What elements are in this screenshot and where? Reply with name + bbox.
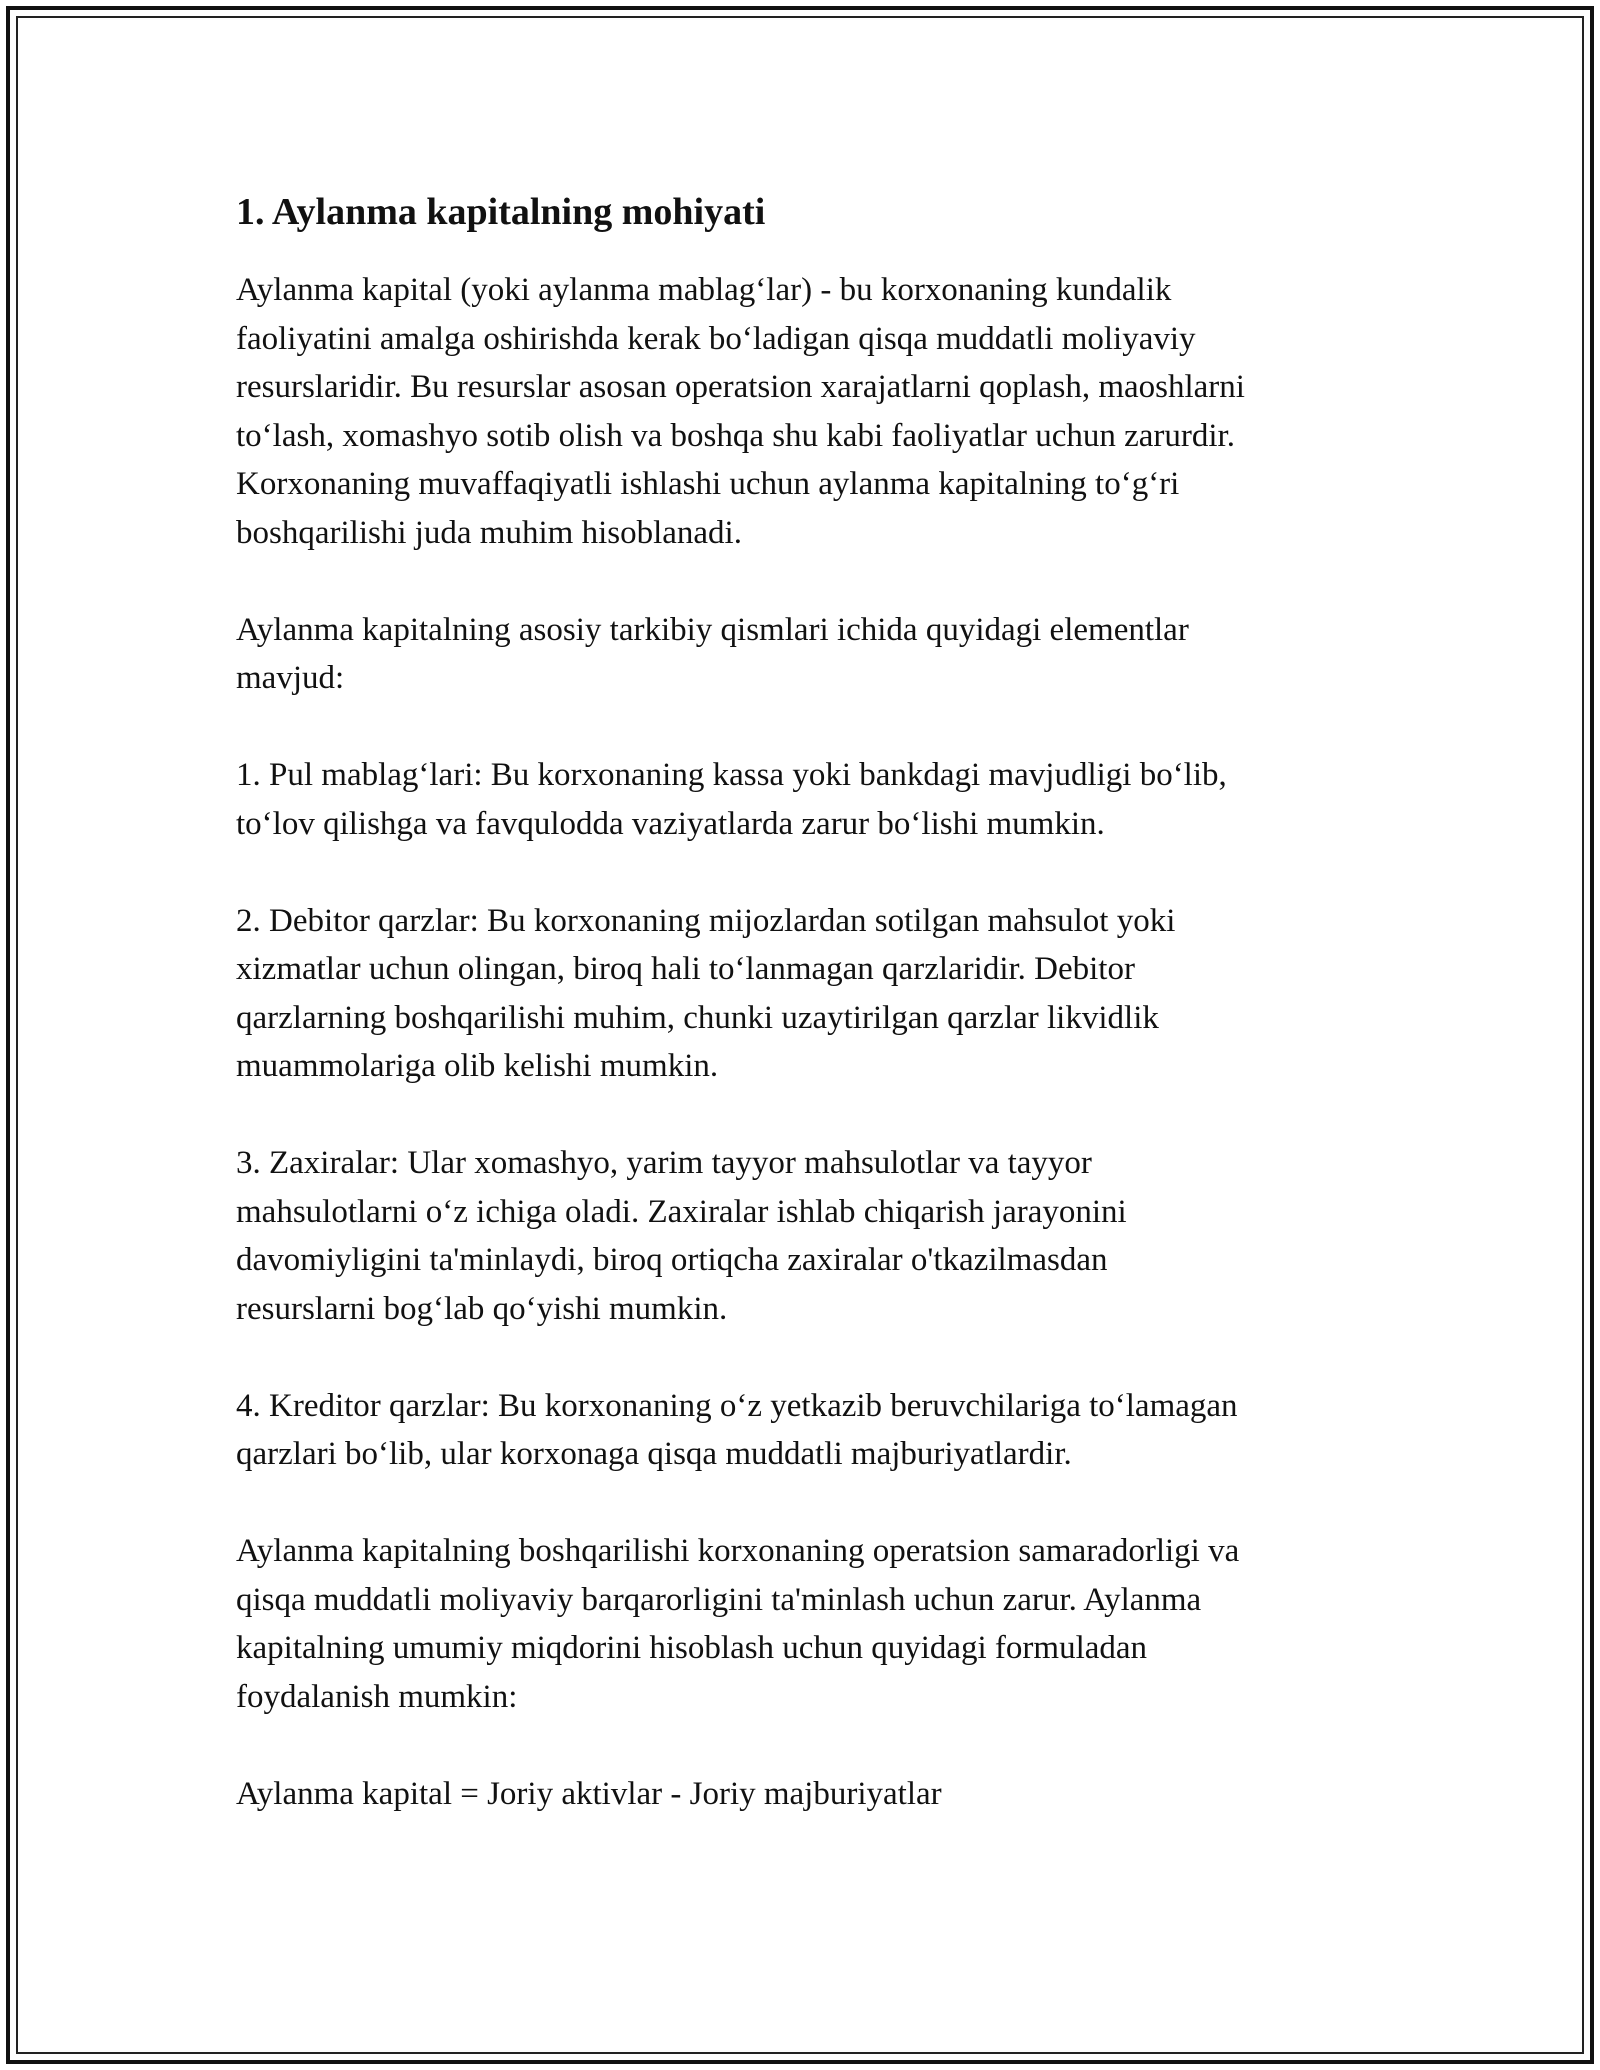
list-item-payables: 4. Kreditor qarzlar: Bu korxonaning o‘z yetkazib beruvchilariga to‘lamagan qarzlari bo‘lib, ular korxonaga qisqa muddatli majburiyatlardir.: [236, 1387, 1238, 1472]
paragraph-management: Aylanma kapitalning boshqarilishi korxonaning operatsion samaradorligi va qisqa muddatli moliyaviy barqarorligini ta'minlash uchun zarur. Aylanma kapitalning umumiy miqdorini hisoblash uchun quyidagi formuladan foydalanish mumkin:: [236, 1533, 1240, 1715]
list-item-cash: 1. Pul mablag‘lari: Bu korxonaning kassa yoki bankdagi mavjudligi bo‘lib, to‘lov qilishga va favqulodda vaziyatlarda zarur bo‘lishi mumkin.: [236, 757, 1227, 842]
document-title: 1. Aylanma kapitalning mohiyati: [236, 191, 766, 233]
list-item-inventory: 3. Zaxiralar: Ular xomashyo, yarim tayyor mahsulotlar va tayyor mahsulotlarni o‘z ichiga oladi. Zaxiralar ishlab chiqarish jarayonini davomiyligini ta'minlaydi, biroq ortiqcha zaxiralar o'tkazilmasdan resurslarni bog‘lab qo‘yishi mumkin.: [236, 1145, 1127, 1327]
list-item-receivables: 2. Debitor qarzlar: Bu korxonaning mijozlardan sotilgan mahsulot yoki xizmatlar uchun olingan, biroq hali to‘lanmagan qarzlaridir. Debitor qarzlarning boshqarilishi muhim, chunki uzaytirilgan qarzlar likvidlik muammolariga olib kelishi mumkin.: [236, 902, 1176, 1084]
document-body: [236, 186, 1366, 1867]
paragraph-components-intro: Aylanma kapitalning asosiy tarkibiy qismlari ichida quyidagi elementlar mavjud:: [236, 611, 1189, 696]
formula: Aylanma kapital = Joriy aktivlar - Joriy majburiyatlar: [236, 1775, 942, 1812]
paragraph-definition: Aylanma kapital (yoki aylanma mablag‘lar) - bu korxonaning kundalik faoliyatini amalga oshirishda kerak bo‘ladigan qisqa muddatli moliyaviy resurslaridir. Bu resurslar asosan operatsion xarajatlarni qoplash, maoshlarni to‘lash, xomashyo sotib olish va boshqa shu kabi faoliyatlar uchun zarurdir. Korxonaning muvaffaqiyatli ishlashi uchun aylanma kapitalning to‘g‘ri boshqarilishi juda muhim hisoblanadi.: [236, 272, 1245, 551]
